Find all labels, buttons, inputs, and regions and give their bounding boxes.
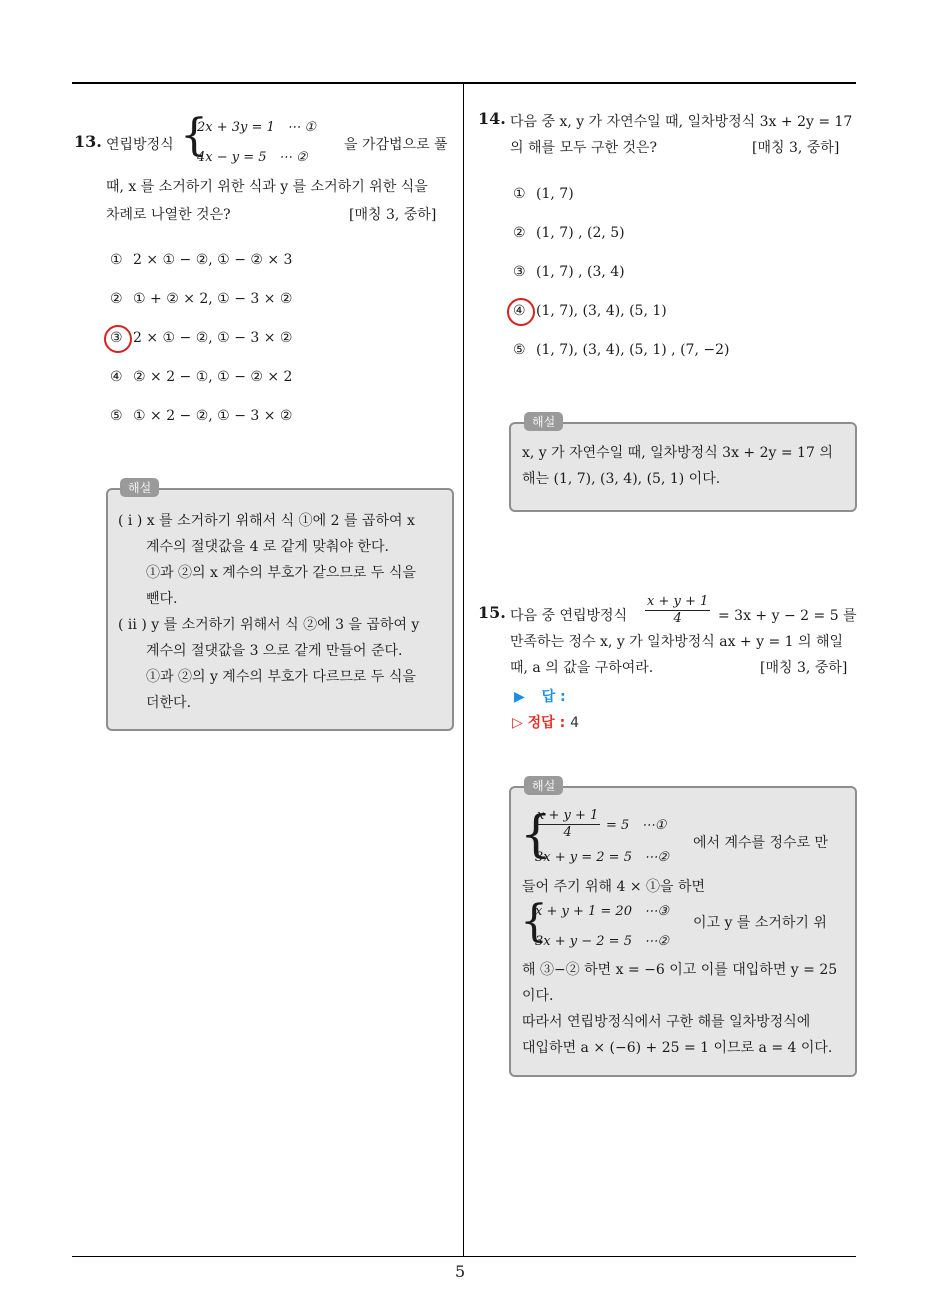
q14-explanation-tag: 해설 [524, 412, 563, 431]
page-number: 5 [455, 1262, 466, 1281]
q14-option-2[interactable] [513, 225, 625, 241]
q15-system-b-line1: x + y + 1 = 20 ⋯③ [535, 904, 670, 919]
q14-stem-line2: 의 해를 모두 구한 것은? [510, 140, 658, 156]
q15-system-b-brace: { [520, 896, 548, 947]
q14-option-4-text: (1, 7), (3, 4), (5, 1) [536, 303, 667, 319]
q13-option-5[interactable] [110, 408, 292, 424]
q15-system-a-brace: { [520, 805, 552, 863]
q13-system-brace: { [180, 110, 208, 161]
q13-exp-line-1: ( i ) x 를 소거하기 위해서 식 ①에 2 를 곱하여 x [118, 513, 415, 529]
q14-option-3[interactable] [513, 264, 625, 280]
q14-option-3-text: (1, 7) , (3, 4) [536, 264, 625, 280]
q13-option-4[interactable] [110, 369, 292, 385]
q15-stem-line3: 때, a 의 값을 구하여라. [510, 660, 654, 676]
q15-stem-line1b: = 3x + y − 2 = 5 를 [718, 608, 857, 624]
q13-stem-line2: 때, x 를 소거하기 위한 식과 y 를 소거하기 위한 식을 [106, 179, 428, 195]
q14-explanation-text [522, 440, 852, 492]
q15-explanation-tag: 해설 [524, 776, 563, 795]
q15-exp-text-g: 대입하면 a × (−6) + 25 = 1 이므로 a = 4 이다. [522, 1040, 833, 1056]
bottom-rule [72, 1256, 856, 1257]
q13-explanation-text [118, 508, 448, 716]
q13-option-3-mark: ③ [110, 330, 123, 346]
q14-option-1-mark: ① [513, 186, 526, 202]
q13-option-2-mark: ② [110, 291, 123, 307]
q15-exp-text-f: 따라서 연립방정식에서 구한 해를 일차방정식에 [522, 1014, 811, 1030]
q15-correct-row [512, 712, 579, 732]
q13-option-5-mark: ⑤ [110, 408, 123, 424]
q15-answer-row [514, 686, 566, 706]
q15-system-a-line1-rest: = 5 ⋯① [606, 818, 667, 833]
answer-arrow-icon: ▶ [514, 689, 525, 705]
q13-option-3[interactable] [110, 330, 292, 346]
q15-sysA-den: 4 [563, 825, 572, 840]
q14-option-2-mark: ② [513, 225, 526, 241]
q15-tag: [매칭 3, 중하] [760, 660, 848, 676]
q14-selected-circle [507, 298, 535, 326]
q13-selected-circle [104, 325, 132, 353]
q14-tag: [매칭 3, 중하] [752, 140, 840, 156]
q13-option-1-mark: ① [110, 252, 123, 268]
q15-stem-line1a: 다음 중 연립방정식 [510, 608, 628, 624]
q13-option-2-text: ① + ② × 2, ① − 3 × ② [133, 291, 293, 307]
q14-exp-line-2: 해는 (1, 7), (3, 4), (5, 1) 이다. [522, 471, 721, 487]
q14-option-5[interactable] [513, 342, 729, 358]
q13-option-4-mark: ④ [110, 369, 123, 385]
q14-option-1-text: (1, 7) [536, 186, 574, 202]
q13-option-4-text: ② × 2 − ①, ① − ② × 2 [133, 369, 293, 385]
q13-exp-line-5: ( ii ) y 를 소거하기 위해서 식 ②에 3 을 곱하여 y [118, 617, 420, 633]
q15-exp-text-d: 해 ③−② 하면 x = −6 이고 이를 대입하면 y = 25 [522, 962, 838, 978]
q13-explanation-tag: 해설 [120, 478, 159, 497]
q13-option-5-text: ① × 2 − ②, ① − 3 × ② [133, 408, 293, 424]
q13-exp-line-6: 계수의 절댓값을 3 으로 같게 만들어 준다. [146, 643, 403, 659]
q15-exp-text-b: 들어 주기 위해 4 × ①을 하면 [522, 879, 706, 895]
q13-exp-line-3: ①과 ②의 x 계수의 부호가 같으므로 두 식을 [146, 565, 416, 581]
column-divider [463, 84, 464, 1256]
q13-exp-line-2: 계수의 절댓값을 4 로 같게 맞춰야 한다. [146, 539, 389, 555]
q13-option-1-text: 2 × ① − ②, ① − ② × 3 [133, 252, 293, 268]
correct-arrow-icon: ▷ [512, 715, 523, 731]
q13-number: 13. [74, 132, 102, 151]
q13-option-2[interactable] [110, 291, 292, 307]
q14-exp-line-1: x, y 가 자연수일 때, 일차방정식 3x + 2y = 17 의 [522, 445, 833, 461]
q13-exp-line-7: ①과 ②의 y 계수의 부호가 다르므로 두 식을 [146, 669, 416, 685]
q15-frac-num: x + y + 1 [647, 594, 709, 609]
q14-option-1[interactable] [513, 186, 574, 202]
q15-answer-label: 답 : [541, 689, 566, 705]
q13-exp-line-8: 더한다. [146, 695, 192, 711]
q14-option-4[interactable] [513, 303, 667, 319]
q14-option-2-text: (1, 7) , (2, 5) [536, 225, 625, 241]
q15-system-a-fraction [535, 808, 600, 841]
q15-exp-text-c: 이고 y 를 소거하기 위 [693, 915, 827, 931]
q13-stem-line3: 차례로 나열한 것은? [106, 207, 231, 223]
q15-frac-den: 4 [673, 611, 682, 626]
q15-exp-text-a: 에서 계수를 정수로 만 [693, 835, 829, 851]
top-rule [72, 82, 856, 84]
q15-correct-label: 정답 : [527, 715, 566, 731]
q14-number: 14. [478, 109, 506, 128]
q15-stem-line2: 만족하는 정수 x, y 가 일차방정식 ax + y = 1 의 해일 [510, 634, 844, 650]
q15-number: 15. [478, 603, 506, 622]
q15-exp-text-e: 이다. [522, 988, 554, 1004]
q14-option-3-mark: ③ [513, 264, 526, 280]
q15-explanation-tail [522, 957, 852, 1061]
q15-system-b-line2: 3x + y − 2 = 5 ⋯② [535, 934, 670, 949]
q13-exp-line-4: 뺀다. [146, 591, 178, 607]
q13-tag: [매칭 3, 중하] [349, 207, 437, 223]
q14-stem-line1: 다음 중 x, y 가 자연수일 때, 일차방정식 3x + 2y = 17 [510, 114, 853, 130]
q15-sysA-num: x + y + 1 [537, 808, 599, 823]
q15-stem-fraction [645, 594, 710, 627]
q13-stem-b: 을 가감법으로 풀 [344, 137, 448, 153]
q14-option-4-mark: ④ [513, 303, 526, 319]
q13-option-3-text: 2 × ① − ②, ① − 3 × ② [133, 330, 293, 346]
q13-system-line2: 4x − y = 5 ⋯ ② [197, 150, 308, 165]
q13-stem-a: 연립방정식 [106, 137, 174, 153]
q15-correct-value: 4 [570, 715, 579, 731]
q15-system-a-line2: 3x + y = 2 = 5 ⋯② [535, 850, 670, 865]
q13-option-1[interactable] [110, 252, 292, 268]
q14-option-5-mark: ⑤ [513, 342, 526, 358]
q13-system-line1: 2x + 3y = 1 ⋯ ① [197, 120, 316, 135]
q14-option-5-text: (1, 7), (3, 4), (5, 1) , (7, −2) [536, 342, 730, 358]
